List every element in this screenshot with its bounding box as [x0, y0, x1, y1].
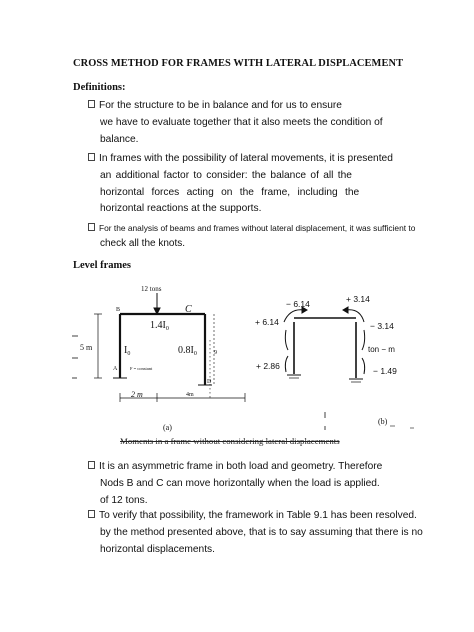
document-title: CROSS METHOD FOR FRAMES WITH LATERAL DISPLACEMENT: [73, 58, 404, 69]
definitions-heading: Definitions:: [73, 82, 126, 93]
bullet-2-line-2: an additional factor to consider: the balance of all the: [100, 169, 352, 181]
right-column-inertia-label: $0.8I_0$: [178, 345, 197, 357]
frame-a-diagram: [72, 293, 245, 402]
frame-b-labels: [255, 294, 397, 426]
bullet-box-icon: [88, 461, 95, 469]
bullet-2-line-4: horizontal reactions at the supports.: [100, 203, 262, 215]
figure-a-label: (a): [163, 423, 172, 432]
bullet-3-line-2: check all the knots.: [100, 238, 186, 249]
figure-caption: Moments in a frame without considering lateral displacements: [120, 436, 340, 446]
bullet-2-line-3: horizontal forces acting on the frame, including the: [100, 186, 360, 198]
bullet-4-line-1: It is an asymmetric frame in both load and geometry. Therefore: [99, 461, 383, 472]
node-c-label: C: [185, 304, 192, 315]
moment-b-top-label: − 6.14: [286, 299, 310, 309]
bullet-1-line-3: balance.: [100, 133, 139, 145]
figure-b-label: (b): [378, 417, 388, 426]
right-height-label: 9: [214, 350, 217, 356]
bullet-5-line-3: horizontal displacements.: [100, 543, 215, 555]
bullet-4-line-3: of 12 tons.: [100, 494, 148, 506]
moment-d-label: − 1.49: [373, 366, 397, 376]
node-d-label: D: [207, 379, 212, 385]
bullet-1-line-1: For the structure to be in balance and for us to ensure: [99, 100, 342, 111]
node-b-label: B: [116, 307, 121, 313]
bullet-5-line-1: To verify that possibility, the framework in Table 9.1 has been resolved.: [99, 510, 417, 521]
moment-c-top-label: + 3.14: [346, 294, 370, 304]
bullet-box-icon: [88, 510, 95, 518]
bullet-2-line-1: In frames with the possibility of lateral movements, it is presented: [99, 153, 393, 164]
beam-inertia-label: $1.4I_0$: [150, 320, 169, 332]
bullet-5-line-2: by the method presented above, that is to say assuming that there is no: [100, 526, 423, 538]
moment-a-label: + 2.86: [256, 361, 280, 371]
ei-note: F = constant: [130, 366, 153, 371]
node-a-label: A: [113, 366, 118, 372]
moment-c-side-label: − 3.14: [370, 321, 394, 331]
span-right-label: 4m: [186, 392, 194, 398]
moment-unit-label: ton − m: [368, 345, 395, 354]
load-label: 12 tons: [141, 285, 162, 293]
bullet-4: [88, 459, 388, 509]
bullet-4-line-2: Nods B and C can move horizontally when the load is applied.: [100, 477, 380, 489]
span-left-label: 2 m: [131, 390, 143, 399]
bullet-5: [88, 508, 423, 558]
height-label: 5 m: [80, 343, 93, 352]
moment-b-side-label: + 6.14: [255, 317, 279, 327]
frame-a-labels: [80, 285, 217, 432]
bullet-1-line-2: we have to evaluate together that it also meets the condition of: [100, 116, 383, 128]
level-frames-heading: Level frames: [73, 260, 132, 271]
bullet-3-line-1: For the analysis of beams and frames without lateral displacement, it was sufficient to: [99, 223, 416, 233]
left-column-inertia-label: $I_0$: [124, 345, 131, 357]
